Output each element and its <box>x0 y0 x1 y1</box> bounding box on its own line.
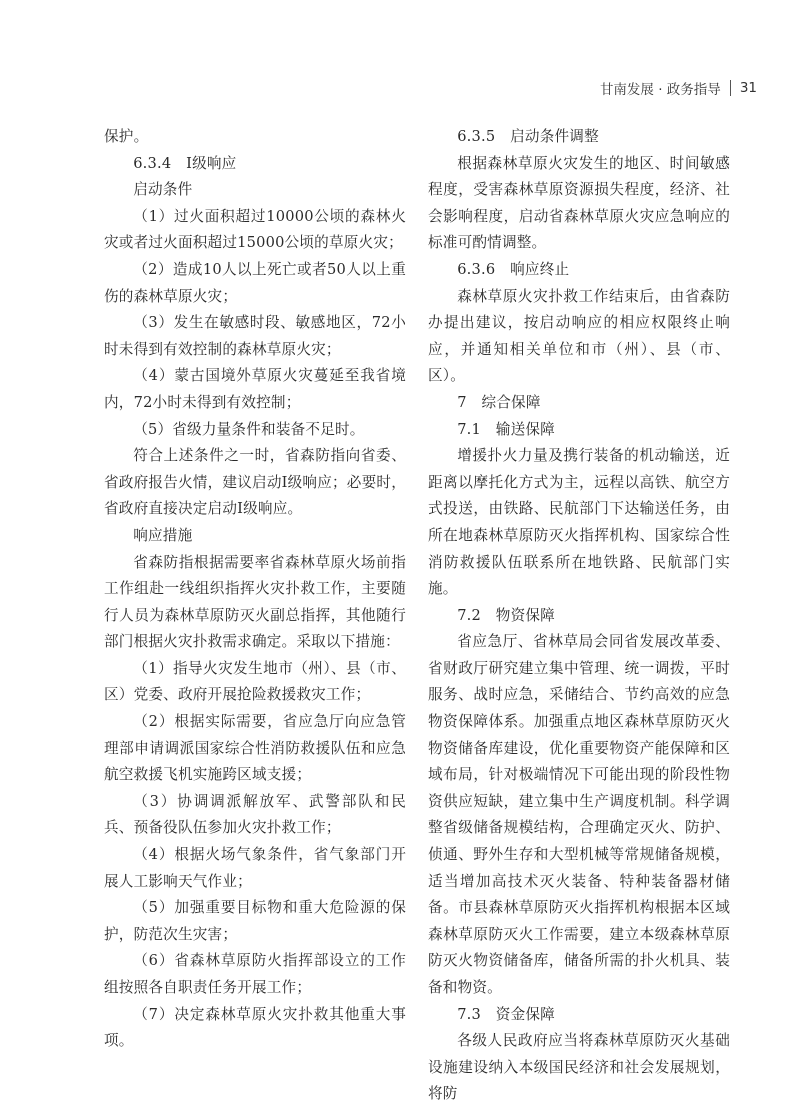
paragraph: （3）协调调派解放军、武警部队和民兵、预备役队伍参加火灾扑救工作； <box>104 792 406 837</box>
paragraph: 森林草原火灾扑救工作结束后，由省森防办提出建议，按启动响应的相应权限终止响应，并通知相关单位和市（州）、县（市、区）。 <box>428 287 730 385</box>
paragraph: （4）蒙古国境外草原火灾蔓延至我省境内，72小时未得到有效控制； <box>104 367 406 411</box>
paragraph: （7）决定森林草原火灾扑救其他重大事项。 <box>104 1005 406 1050</box>
paragraph: 省森防指根据需要率省森林草原火场前指工作组赴一线组织指挥火灾扑救工作，主要随行人员为森林草原防灭火副总指挥，其他随行部门根据火灾扑救需求确定。采取以下措施： <box>104 553 406 651</box>
paragraph: 省应急厅、省林草局会同省发展改革委、省财政厅研究建立集中管理、统一调拨，平时服务、战时应急，采储结合、节约高效的应急物资保障体系。加强重点地区森林草原防灭火物资储备库建设，优化重要物资产能保障和区域布局，针对极端情况下可能出现的阶段性物资供应短缺，建立集中生产调度机制。科学调整省级储备规模结构，合理确定灭火、防护、侦通、野外生存和大型机械等常规储备规模，适当增加高技术灭火装备、特种装备器材储备。市县森林草原防灭火指挥机构根据本区域森林草原防灭火工作需要，建立本级森林草原防灭火物资储备库，储备所需的扑火机具、装备和物资。 <box>428 633 730 996</box>
page-header <box>600 78 757 98</box>
paragraph: 根据森林草原火灾发生的地区、时间敏感程度，受害森林草原资源损失程度，经济、社会影响程度，启动省森林草原火灾应急响应的标准可酌情调整。 <box>428 154 730 252</box>
paragraph: 各级人民政府应当将森林草原防灭火基础设施建设纳入本级国民经济和社会发展规划，将防 <box>428 1032 730 1103</box>
header-divider <box>730 80 731 96</box>
paragraph: （1）过火面积超过10000公顷的森林火灾或者过火面积超过15000公顷的草原火灾； <box>104 207 406 252</box>
paragraph: （3）发生在敏感时段、敏感地区，72小时未得到有效控制的森林草原火灾； <box>104 314 406 358</box>
section-heading: 7.3 资金保障 <box>457 1005 555 1023</box>
section-heading: 6.3.4 Ⅰ级响应 <box>133 154 237 172</box>
section-heading: 7.2 物资保障 <box>457 606 555 624</box>
journal-title: 甘南发展 · 政务指导 <box>599 82 721 98</box>
section-heading: 启动条件 <box>133 181 193 199</box>
section-heading: 7.1 输送保障 <box>457 420 555 438</box>
paragraph: （2）根据实际需要，省应急厅向应急管理部申请调派国家综合性消防救援队伍和应急航空救援飞机实施跨区域支援； <box>104 713 406 784</box>
section-heading: 7 综合保障 <box>457 393 541 411</box>
paragraph: （4）根据火场气象条件，省气象部门开展人工影响天气作业； <box>104 846 406 890</box>
section-heading: 6.3.6 响应终止 <box>457 260 570 278</box>
paragraph: 保护。 <box>104 128 149 145</box>
paragraph: （2）造成10人以上死亡或者50人以上重伤的森林草原火灾； <box>104 260 406 305</box>
left-column <box>104 124 406 1055</box>
paragraph: （1）指导火灾发生地市（州）、县（市、区）党委、政府开展抢险救援救灾工作； <box>104 659 406 704</box>
paragraph: 增援扑火力量及携行装备的机动输送，近距离以摩托化方式为主，远程以高铁、航空方式投送，由铁路、民航部门下达输送任务，由所在地森林草原防灭火指挥机构、国家综合性消防救援队伍联系所在地铁路、民航部门实施。 <box>428 447 730 598</box>
section-heading: 6.3.5 启动条件调整 <box>457 128 599 145</box>
page-number: 31 <box>739 80 757 96</box>
section-heading: 响应措施 <box>133 526 193 544</box>
paragraph: （5）加强重要目标物和重大危险源的保护，防范次生灾害； <box>104 899 406 943</box>
right-column <box>428 124 730 1108</box>
paragraph: （5）省级力量条件和装备不足时。 <box>133 420 365 438</box>
paragraph: 符合上述条件之一时，省森防指向省委、省政府报告火情，建议启动Ⅰ级响应；必要时，省政府直接决定启动Ⅰ级响应。 <box>104 447 406 518</box>
paragraph: （6）省森林草原防火指挥部设立的工作组按照各自职责任务开展工作； <box>104 952 406 996</box>
